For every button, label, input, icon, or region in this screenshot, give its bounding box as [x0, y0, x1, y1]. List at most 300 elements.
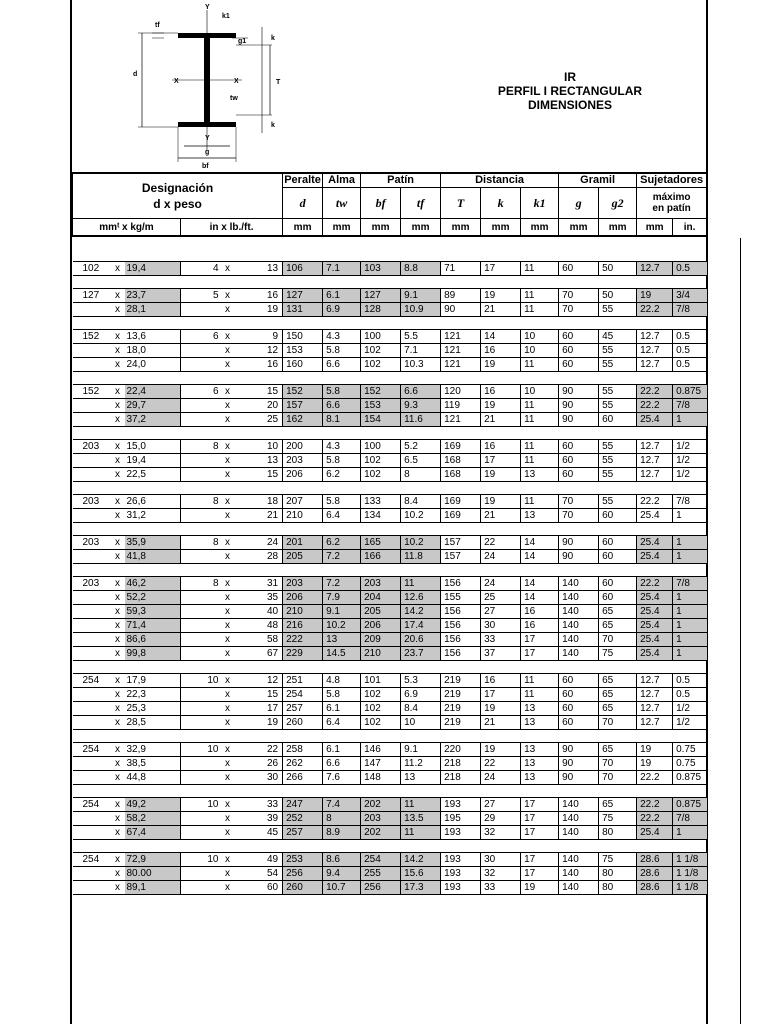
distancia-T: 155 — [441, 591, 481, 605]
sujetador-mm: 12.7 — [637, 702, 673, 716]
peralte-d: 251 — [283, 674, 323, 688]
imperial-depth: 6 — [181, 385, 221, 399]
imperial-weight: 48 — [235, 619, 283, 633]
patin-tf: 23.7 — [401, 647, 441, 661]
gramil-g2: 55 — [599, 454, 637, 468]
times-sign: x — [221, 881, 235, 895]
alma-tw: 9.1 — [323, 605, 361, 619]
imperial-depth: 8 — [181, 495, 221, 509]
spacer-row — [73, 661, 707, 674]
spacer-cell — [73, 661, 707, 674]
distancia-T: 168 — [441, 468, 481, 482]
distancia-k1: 19 — [521, 881, 559, 895]
patin-bf: 154 — [361, 413, 401, 427]
gramil-g2: 60 — [599, 577, 637, 591]
imperial-depth: 8 — [181, 577, 221, 591]
imperial-weight: 21 — [235, 509, 283, 523]
sujetadores-header: Sujetadores — [637, 173, 707, 188]
times-sign: x — [221, 495, 235, 509]
unit-cell: mm — [599, 219, 637, 237]
sujetador-mm: 25.4 — [637, 413, 673, 427]
gramil-g2: 55 — [599, 440, 637, 454]
gramil-g2: 65 — [599, 688, 637, 702]
patin-tf: 6.5 — [401, 454, 441, 468]
distancia-k: 24 — [481, 577, 521, 591]
distancia-k1: 10 — [521, 330, 559, 344]
times-sign: x — [111, 358, 125, 372]
distancia-k: 24 — [481, 771, 521, 785]
diagram-label-x-right: X — [234, 78, 239, 85]
gramil-g: 60 — [559, 674, 599, 688]
table-row — [73, 716, 707, 730]
peralte-d: 222 — [283, 633, 323, 647]
sujetador-mm: 22.2 — [637, 303, 673, 317]
imperial-weight: 15 — [235, 385, 283, 399]
gramil-g: 60 — [559, 716, 599, 730]
sujetador-in: 1 1/8 — [673, 853, 707, 867]
gramil-g: 90 — [559, 536, 599, 550]
sujetador-in: 0.5 — [673, 358, 707, 372]
unit-cell: mm — [559, 219, 599, 237]
patin-tf: 8 — [401, 468, 441, 482]
imperial-depth — [181, 716, 221, 730]
sujetador-mm: 25.4 — [637, 509, 673, 523]
metric-weight: 28,1 — [125, 303, 181, 317]
distancia-T: 157 — [441, 536, 481, 550]
distancia-k1: 13 — [521, 509, 559, 523]
distancia-T: 195 — [441, 812, 481, 826]
gramil-g: 60 — [559, 688, 599, 702]
patin-bf: 101 — [361, 674, 401, 688]
spacer-row — [73, 895, 707, 908]
times-sign: x — [221, 826, 235, 840]
metric-depth — [73, 468, 111, 482]
sym-tf: tf — [401, 188, 441, 219]
diagram-label-k1: k1 — [222, 13, 230, 20]
distancia-k1: 13 — [521, 716, 559, 730]
table-row — [73, 495, 707, 509]
diagram-label-T: T — [276, 79, 281, 86]
patin-tf: 11 — [401, 577, 441, 591]
sujetador-mm: 22.2 — [637, 495, 673, 509]
metric-weight: 44,8 — [125, 771, 181, 785]
times-sign: x — [221, 385, 235, 399]
gramil-g2: 70 — [599, 771, 637, 785]
patin-bf: 102 — [361, 702, 401, 716]
sujetador-mm: 22.2 — [637, 771, 673, 785]
imperial-depth — [181, 468, 221, 482]
gramil-g: 140 — [559, 647, 599, 661]
sujetador-mm: 12.7 — [637, 688, 673, 702]
fastener-note — [637, 188, 707, 219]
metric-weight: 41,8 — [125, 550, 181, 564]
gramil-g: 90 — [559, 757, 599, 771]
sujetador-in: 1 — [673, 591, 707, 605]
table-row — [73, 591, 707, 605]
distancia-k1: 17 — [521, 826, 559, 840]
distancia-k: 16 — [481, 385, 521, 399]
metric-weight: 52,2 — [125, 591, 181, 605]
unit-cell: mm — [521, 219, 559, 237]
distancia-k1: 10 — [521, 344, 559, 358]
title-line-2: DIMENSIONES — [527, 98, 612, 112]
table-row — [73, 289, 707, 303]
times-sign: x — [111, 454, 125, 468]
peralte-d: 203 — [283, 577, 323, 591]
spacer-row — [73, 482, 707, 495]
imperial-weight: 15 — [235, 468, 283, 482]
patin-bf: 203 — [361, 577, 401, 591]
diagram-label-y-top: Y — [205, 4, 210, 11]
table-row — [73, 385, 707, 399]
sujetador-mm: 28.6 — [637, 881, 673, 895]
gramil-g: 60 — [559, 702, 599, 716]
times-sign: x — [221, 550, 235, 564]
gramil-g2: 60 — [599, 413, 637, 427]
metric-depth: 254 — [73, 798, 111, 812]
table-row — [73, 262, 707, 276]
alma-tw: 4.3 — [323, 440, 361, 454]
times-sign: x — [221, 619, 235, 633]
times-sign: x — [221, 853, 235, 867]
diagram-label-bf: bf — [202, 163, 209, 170]
gramil-g2: 65 — [599, 702, 637, 716]
sujetador-in: 1/2 — [673, 468, 707, 482]
sujetador-mm: 12.7 — [637, 330, 673, 344]
spacer-cell — [73, 564, 707, 577]
sujetador-mm: 19 — [637, 289, 673, 303]
gramil-g2: 55 — [599, 344, 637, 358]
alma-tw: 6.6 — [323, 757, 361, 771]
distancia-k1: 13 — [521, 757, 559, 771]
peralte-d: 253 — [283, 853, 323, 867]
imperial-depth: 5 — [181, 289, 221, 303]
distancia-k: 22 — [481, 536, 521, 550]
times-sign: x — [111, 716, 125, 730]
unit-cell: mm — [637, 219, 673, 237]
patin-header: Patín — [361, 173, 441, 188]
imperial-weight: 9 — [235, 330, 283, 344]
metric-weight: 37,2 — [125, 413, 181, 427]
distancia-k1: 13 — [521, 743, 559, 757]
distancia-k: 27 — [481, 798, 521, 812]
patin-tf: 20.6 — [401, 633, 441, 647]
metric-depth: 203 — [73, 495, 111, 509]
spacer-cell — [73, 372, 707, 385]
gramil-g: 140 — [559, 605, 599, 619]
sujetador-in: 1 — [673, 550, 707, 564]
imperial-weight: 28 — [235, 550, 283, 564]
d-x-peso-label: d x peso — [153, 196, 202, 211]
imperial-depth — [181, 633, 221, 647]
designation-label: Designación — [141, 180, 214, 195]
table-row — [73, 550, 707, 564]
patin-tf: 13.5 — [401, 812, 441, 826]
distancia-k: 16 — [481, 674, 521, 688]
metric-weight: 26,6 — [125, 495, 181, 509]
peralte-d: 153 — [283, 344, 323, 358]
times-sign: x — [111, 826, 125, 840]
table-row — [73, 619, 707, 633]
patin-tf: 7.1 — [401, 344, 441, 358]
distancia-k1: 16 — [521, 605, 559, 619]
imperial-depth — [181, 454, 221, 468]
imperial-depth: 10 — [181, 853, 221, 867]
sym-d: d — [283, 188, 323, 219]
sujetador-mm: 19 — [637, 757, 673, 771]
patin-tf: 10 — [401, 716, 441, 730]
peralte-d: 260 — [283, 881, 323, 895]
imperial-weight: 12 — [235, 344, 283, 358]
times-sign: x — [221, 440, 235, 454]
imperial-depth — [181, 413, 221, 427]
patin-bf: 133 — [361, 495, 401, 509]
sym-k: k — [481, 188, 521, 219]
times-sign: x — [111, 262, 125, 276]
unit-cell: mm — [441, 219, 481, 237]
metric-depth: 102 — [73, 262, 111, 276]
distancia-k1: 11 — [521, 413, 559, 427]
spacer-row — [73, 236, 707, 249]
peralte-d: 247 — [283, 798, 323, 812]
times-sign: x — [221, 812, 235, 826]
patin-tf: 5.3 — [401, 674, 441, 688]
imperial-weight: 40 — [235, 605, 283, 619]
gramil-g2: 80 — [599, 826, 637, 840]
distancia-k: 16 — [481, 344, 521, 358]
metric-weight: 18,0 — [125, 344, 181, 358]
patin-tf: 6.6 — [401, 385, 441, 399]
diagram-label-x-left: X — [174, 78, 179, 85]
peralte-d: 157 — [283, 399, 323, 413]
metric-depth: 203 — [73, 577, 111, 591]
gramil-g2: 70 — [599, 633, 637, 647]
gramil-g2: 60 — [599, 536, 637, 550]
table-row — [73, 509, 707, 523]
diagram-label-k-bottom: k — [271, 122, 275, 129]
spacer-cell — [73, 730, 707, 743]
sujetador-in: 0.75 — [673, 743, 707, 757]
times-sign: x — [111, 674, 125, 688]
patin-bf: 146 — [361, 743, 401, 757]
distancia-k1: 11 — [521, 454, 559, 468]
distancia-T: 90 — [441, 303, 481, 317]
sujetador-mm: 28.6 — [637, 853, 673, 867]
patin-tf: 11.6 — [401, 413, 441, 427]
diagram-label-g1: g1 — [238, 38, 247, 45]
distancia-k: 19 — [481, 702, 521, 716]
times-sign: x — [111, 413, 125, 427]
sujetador-in: 7/8 — [673, 577, 707, 591]
unit-imperial: in x lb./ft. — [181, 219, 283, 237]
patin-tf: 8.4 — [401, 702, 441, 716]
table-row — [73, 798, 707, 812]
metric-depth — [73, 605, 111, 619]
imperial-weight: 30 — [235, 771, 283, 785]
distancia-k: 33 — [481, 881, 521, 895]
table-row — [73, 881, 707, 895]
distancia-T: 219 — [441, 688, 481, 702]
metric-depth — [73, 619, 111, 633]
metric-depth — [73, 550, 111, 564]
patin-tf: 10.9 — [401, 303, 441, 317]
distancia-T: 193 — [441, 853, 481, 867]
metric-weight: 24,0 — [125, 358, 181, 372]
metric-weight: 86,6 — [125, 633, 181, 647]
times-sign: x — [221, 413, 235, 427]
metric-depth — [73, 399, 111, 413]
imperial-depth — [181, 605, 221, 619]
patin-bf: 102 — [361, 716, 401, 730]
peralte-d: 206 — [283, 468, 323, 482]
sujetador-mm: 25.4 — [637, 633, 673, 647]
times-sign: x — [111, 495, 125, 509]
imperial-depth: 8 — [181, 440, 221, 454]
patin-tf: 8.4 — [401, 495, 441, 509]
spacer-row — [73, 523, 707, 536]
gramil-g: 140 — [559, 798, 599, 812]
imperial-depth — [181, 702, 221, 716]
alma-tw: 5.8 — [323, 688, 361, 702]
distancia-k: 21 — [481, 509, 521, 523]
patin-bf: 166 — [361, 550, 401, 564]
patin-tf: 8.8 — [401, 262, 441, 276]
spacer-row — [73, 317, 707, 330]
distancia-k1: 16 — [521, 619, 559, 633]
imperial-depth: 10 — [181, 743, 221, 757]
distancia-k: 37 — [481, 647, 521, 661]
imperial-depth — [181, 771, 221, 785]
peralte-d: 262 — [283, 757, 323, 771]
distancia-k1: 14 — [521, 577, 559, 591]
distancia-T: 193 — [441, 867, 481, 881]
patin-bf: 206 — [361, 619, 401, 633]
metric-depth — [73, 413, 111, 427]
patin-bf: 148 — [361, 771, 401, 785]
spacer-cell — [73, 317, 707, 330]
gramil-g2: 45 — [599, 330, 637, 344]
distancia-k: 21 — [481, 303, 521, 317]
table-row — [73, 674, 707, 688]
imperial-depth — [181, 344, 221, 358]
sujetador-in: 7/8 — [673, 303, 707, 317]
table-row — [73, 702, 707, 716]
times-sign: x — [221, 344, 235, 358]
gramil-g: 140 — [559, 633, 599, 647]
times-sign: x — [111, 289, 125, 303]
imperial-depth — [181, 303, 221, 317]
times-sign: x — [111, 509, 125, 523]
spacer-cell — [73, 482, 707, 495]
sujetador-mm: 12.7 — [637, 262, 673, 276]
gramil-g2: 80 — [599, 867, 637, 881]
distancia-T: 120 — [441, 385, 481, 399]
metric-weight: 29,7 — [125, 399, 181, 413]
gramil-g2: 55 — [599, 495, 637, 509]
metric-depth: 254 — [73, 853, 111, 867]
gramil-g2: 70 — [599, 716, 637, 730]
imperial-weight: 22 — [235, 743, 283, 757]
table-row — [73, 647, 707, 661]
times-sign: x — [221, 757, 235, 771]
patin-tf: 10.2 — [401, 509, 441, 523]
imperial-weight: 25 — [235, 413, 283, 427]
distancia-k1: 17 — [521, 798, 559, 812]
table-row — [73, 771, 707, 785]
distancia-T: 156 — [441, 577, 481, 591]
distancia-k: 32 — [481, 826, 521, 840]
imperial-weight: 12 — [235, 674, 283, 688]
times-sign: x — [221, 798, 235, 812]
diagram-label-k-top: k — [271, 35, 275, 42]
diagram-label-tw: tw — [230, 95, 238, 102]
gramil-g: 70 — [559, 289, 599, 303]
sujetador-mm: 25.4 — [637, 536, 673, 550]
peralte-d: 152 — [283, 385, 323, 399]
spacer-cell — [73, 249, 707, 262]
sujetador-in: 1/2 — [673, 454, 707, 468]
imperial-weight: 19 — [235, 303, 283, 317]
alma-tw: 9.4 — [323, 867, 361, 881]
table-row — [73, 633, 707, 647]
imperial-depth — [181, 550, 221, 564]
metric-depth — [73, 867, 111, 881]
times-sign: x — [111, 757, 125, 771]
distancia-k1: 14 — [521, 591, 559, 605]
distancia-k1: 11 — [521, 674, 559, 688]
times-sign: x — [111, 550, 125, 564]
metric-weight: 19,4 — [125, 262, 181, 276]
metric-weight: 35,9 — [125, 536, 181, 550]
peralte-d: 106 — [283, 262, 323, 276]
distancia-T: 156 — [441, 647, 481, 661]
sujetador-in: 3/4 — [673, 289, 707, 303]
alma-tw: 6.1 — [323, 743, 361, 757]
times-sign: x — [221, 399, 235, 413]
gramil-g2: 55 — [599, 468, 637, 482]
maximo-label: máximo — [652, 192, 691, 203]
sym-T: T — [441, 188, 481, 219]
times-sign: x — [111, 688, 125, 702]
table-row — [73, 812, 707, 826]
patin-bf: 205 — [361, 605, 401, 619]
sujetador-in: 1 — [673, 413, 707, 427]
patin-bf: 204 — [361, 591, 401, 605]
gramil-g: 60 — [559, 330, 599, 344]
times-sign: x — [221, 330, 235, 344]
patin-bf: 102 — [361, 358, 401, 372]
gramil-g2: 65 — [599, 743, 637, 757]
alma-tw: 7.2 — [323, 550, 361, 564]
alma-tw: 8.9 — [323, 826, 361, 840]
distancia-k: 22 — [481, 757, 521, 771]
distancia-k1: 11 — [521, 495, 559, 509]
unit-cell: mm — [323, 219, 361, 237]
distancia-k: 17 — [481, 454, 521, 468]
imperial-weight: 24 — [235, 536, 283, 550]
times-sign: x — [111, 633, 125, 647]
distancia-k: 19 — [481, 399, 521, 413]
times-sign: x — [111, 440, 125, 454]
patin-tf: 6.9 — [401, 688, 441, 702]
metric-weight: 15,0 — [125, 440, 181, 454]
alma-tw: 5.8 — [323, 385, 361, 399]
peralte-d: 205 — [283, 550, 323, 564]
patin-bf: 165 — [361, 536, 401, 550]
sujetador-in: 1/2 — [673, 702, 707, 716]
distancia-T: 89 — [441, 289, 481, 303]
gramil-g2: 65 — [599, 619, 637, 633]
